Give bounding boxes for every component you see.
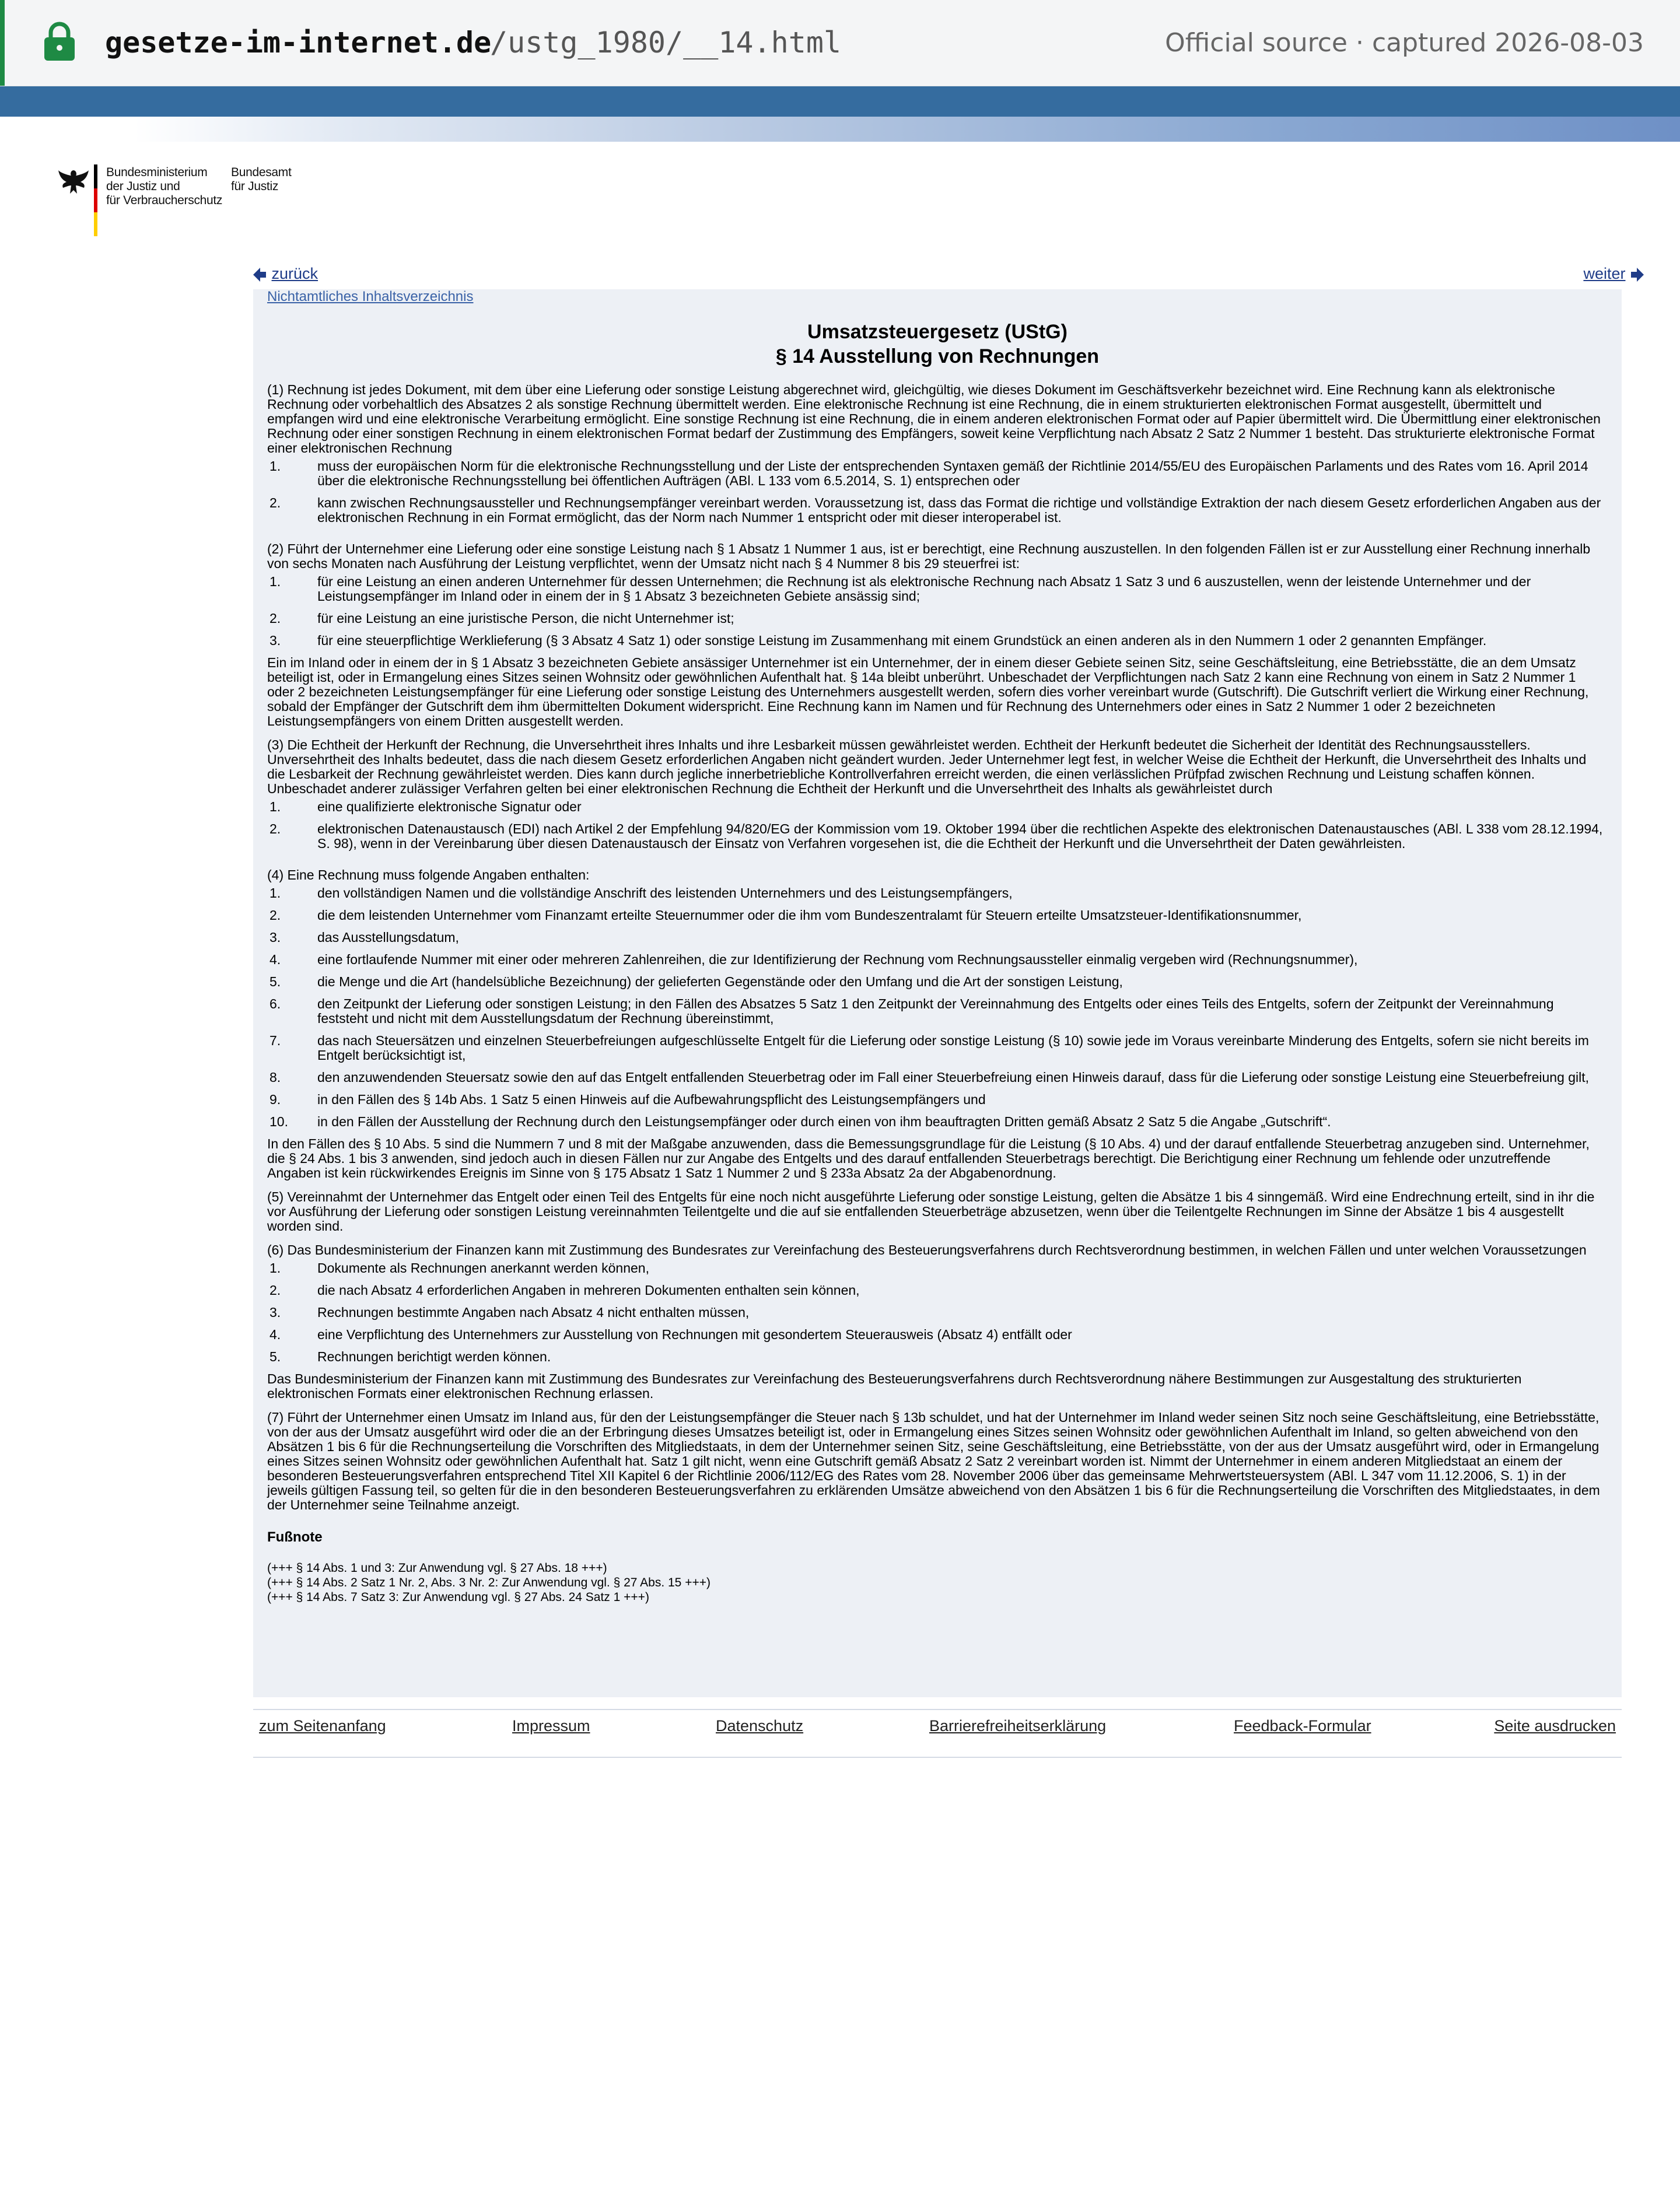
site-banner bbox=[0, 86, 1680, 117]
paragraph-3: (3) Die Echtheit der Herkunft der Rechnung, die Unversehrtheit ihres Inhalts und ihre Lesbarkeit müssen gewährleistet werden. Echtheit der Herkunft bedeutet die Sicherheit der Identität des Rechnungsausstellers. Unversehrtheit des Inhalts bedeutet, dass die nach diesem Gesetz erforderlichen Angaben nicht geändert wurden. Jeder Unternehmer legt fest, in welcher Weise die Echtheit der Herkunft, die Unversehrtheit des Inhalts und die Lesbarkeit der Rechnung gewährleistet werden. Dies kann durch jegliche innerbetriebliche Kontrollverfahren erreicht werden, die einen verlässlichen Prüfpfad zwischen Rechnung und Leistung schaffen können. Unbeschadet anderer zulässiger Verfahren gelten bei einer elektronischen Rechnung die Echtheit der Herkunft und die Unversehrtheit des Inhalts als gewährleistet durch bbox=[267, 737, 1587, 796]
footer-privacy-link[interactable]: Datenschutz bbox=[716, 1717, 804, 1735]
list-item: 2. elektronischen Datenaustausch (EDI) nach Artikel 2 der Empfehlung 94/820/EG der Kommission vom 19. Oktober 1994 über die rechtlichen Aspekte des elektronischen Datenaustausches (ABl. L 338 vom 28.12.1994, S. 98), wenn in der Vereinbarung über diesen Datenaustausch der Einsatz von Verfahren vorgesehen ist, die die Echtheit der Herkunft und die Unversehrtheit der Daten gewährleisten. bbox=[270, 821, 1603, 851]
page-footer bbox=[253, 1709, 1622, 1758]
footnote-line: (+++ § 14 Abs. 2 Satz 1 Nr. 2, Abs. 3 Nr. 2: Zur Anwendung vgl. § 27 Abs. 15 +++) bbox=[267, 1576, 710, 1589]
list-item: 3. für eine steuerpflichtige Werklieferung (§ 3 Absatz 4 Satz 1) oder sonstige Leistung im Zusammenhang mit einem Grundstück an einen anderen als in den Nummern 1 oder 2 genannten Empfänger. bbox=[270, 633, 1487, 648]
federal-eagle-icon bbox=[58, 169, 89, 195]
ministry-name: Bundesministerium der Justiz und für Verbraucherschutz bbox=[106, 166, 223, 207]
law-title: Umsatzsteuergesetz (UStG) bbox=[807, 321, 1068, 343]
list-item: 2. für eine Leistung an eine juristische Person, die nicht Unternehmer ist; bbox=[270, 611, 734, 626]
paragraph-4: (4) Eine Rechnung muss folgende Angaben enthalten: bbox=[267, 867, 590, 882]
footer-top-link[interactable]: zum Seitenanfang bbox=[259, 1717, 386, 1735]
paragraph-5: (5) Vereinnahmt der Unternehmer das Entgelt oder einen Teil des Entgelts für eine noch nicht ausgeführte Lieferung oder sonstige Leistung, gelten die Absätze 1 bis 4 sinngemäß. Wird eine Endrechnung erteilt, sind in ihr die vor Ausführung der Lieferung oder sonstigen Leistung vereinnahmten Teilentgelte und die auf sie entfallenden Steuerbeträge abzusetzen, wenn über die Teilentgelte Rechnungen im Sinne der Absätze 1 bis 4 ausgestellt worden sind. bbox=[267, 1189, 1595, 1234]
footnote-line: (+++ § 14 Abs. 1 und 3: Zur Anwendung vgl. § 27 Abs. 18 +++) bbox=[267, 1561, 607, 1575]
list-item: 9. in den Fällen des § 14b Abs. 1 Satz 5 einen Hinweis auf die Aufbewahrungspflicht des Leistungsempfängers und bbox=[270, 1092, 986, 1107]
accent-strip bbox=[0, 0, 5, 86]
arrow-right-icon bbox=[1630, 267, 1644, 282]
section-title: § 14 Ausstellung von Rechnungen bbox=[775, 345, 1100, 367]
arrow-left-icon bbox=[253, 267, 267, 282]
list-item: 1. für eine Leistung an einen anderen Unternehmer für dessen Unternehmen; die Rechnung ist als elektronische Rechnung nach Absatz 1 Satz 3 und 6 auszustellen, wenn der leistende Unternehmer und der Leistungsempfänger im Inland oder in einem der in § 1 Absatz 3 bezeichneten Gebiete ansässig sind; bbox=[270, 574, 1531, 604]
footnote-line: (+++ § 14 Abs. 7 Satz 3: Zur Anwendung vgl. § 27 Abs. 24 Satz 1 +++) bbox=[267, 1591, 649, 1604]
lock-icon bbox=[42, 21, 77, 62]
next-link[interactable]: weiter bbox=[1583, 265, 1626, 282]
paragraph-2-tail: Ein im Inland oder in einem der in § 1 Absatz 3 bezeichneten Gebiete ansässiger Unternehmer ist ein Unternehmer, der in einem dieser Gebiete seinen Sitz, seine Geschäftsleitung, eine Betriebsstätte, die an dem Umsatz beteiligt ist, oder in Ermangelung eines Sitzes seinen Wohnsitz oder gewöhnlichen Aufenthalt hat. § 14a bleibt unberührt. Unbeschadet der Verpflichtungen nach Satz 2 kann eine Rechnung von einem in Satz 2 Nummer 1 oder 2 bezeichneten Leistungsempfänger für eine Lieferung oder sonstige Leistung des Unternehmers ausgestellt werden, sofern dies vorher vereinbart wurde (Gutschrift). Die Gutschrift verliert die Wirkung einer Rechnung, sobald der Empfänger der Gutschrift dem ihm übermittelten Dokument widerspricht. Eine Rechnung kann im Namen und für Rechnung des Unternehmers oder eines in Satz 2 Nummer 1 oder 2 bezeichneten Leistungsempfängers von einem Dritten ausgestellt werden. bbox=[267, 655, 1589, 728]
paragraph-1-list bbox=[267, 459, 1603, 525]
paragraph-2-list bbox=[267, 574, 1603, 648]
list-item: 1. den vollständigen Namen und die vollständige Anschrift des leistenden Unternehmers und des Leistungsempfängers, bbox=[270, 885, 1013, 901]
nav-next[interactable] bbox=[1583, 265, 1644, 283]
office-name: Bundesamt für Justiz bbox=[231, 166, 292, 193]
footer-accessibility-link[interactable]: Barrierefreiheitserklärung bbox=[929, 1717, 1107, 1735]
flag-stripe bbox=[94, 164, 97, 237]
capture-domain: gesetze-im-internet.de bbox=[105, 26, 492, 59]
list-item: 1. muss der europäischen Norm für die elektronische Rechnungsstellung und der Liste der entsprechenden Syntaxen gemäß der Richtlinie 2014/55/EU des Europäischen Parlaments und des Rates vom 16. April 2014 über die elektronische Rechnungsstellung bei öffentlichen Aufträgen (ABl. L 133 vom 6.5.2014, S. 1) entsprechen oder bbox=[270, 458, 1588, 488]
paragraph-4-tail: In den Fällen des § 10 Abs. 5 sind die Nummern 7 und 8 mit der Maßgabe anzuwenden, dass die Bemessungsgrundlage für die Leistung (§ 10 Abs. 4) und der darauf entfallende Steuerbetrag anzugeben sind. Unternehmer, die § 24 Abs. 1 bis 3 anwenden, sind jedoch auch in diesen Fällen nur zur Angabe des Entgelts und des darauf entfallenden Steuerbetrags berechtigt. Die Berichtigung einer Rechnung um fehlende oder unzutreffende Angaben ist kein rückwirkendes Ereignis im Sinne von § 175 Absatz 1 Satz 1 Nummer 2 und § 233a Absatz 2a der Abgabenordnung. bbox=[267, 1136, 1590, 1180]
paragraph-3-list bbox=[267, 800, 1603, 851]
list-item: 1. Dokumente als Rechnungen anerkannt werden können, bbox=[270, 1260, 649, 1276]
list-item: 3. das Ausstellungsdatum, bbox=[270, 930, 459, 945]
back-link[interactable]: zurück bbox=[271, 265, 318, 282]
paragraph-6: (6) Das Bundesministerium der Finanzen kann mit Zustimmung des Bundesrates zur Vereinfachung des Besteuerungsverfahrens durch Rechtsverordnung bestimmen, in welchen Fällen und unter welchen Voraussetzungen bbox=[267, 1242, 1587, 1257]
list-item: 1. eine qualifizierte elektronische Signatur oder bbox=[270, 799, 582, 814]
paragraph-4-list bbox=[267, 886, 1603, 1129]
paragraph-7: (7) Führt der Unternehmer einen Umsatz im Inland aus, für den der Leistungsempfänger die Steuer nach § 13b schuldet, und hat der Unternehmer im Inland weder seinen Sitz noch seine Geschäftsleitung, eine Betriebsstätte, von der aus der Umsatz ausgeführt wird oder die an der Erbringung dieses Umsatzes beteiligt ist, oder in Ermangelung eines Sitzes seinen Wohnsitz oder gewöhnlichen Aufenthalt im Inland, so gelten abweichend von den Absätzen 1 bis 6 für die Rechnungserteilung die Vorschriften des Mitgliedstaats, in dem der Unternehmer seinen Sitz, seine Geschäftsleitung, eine Betriebsstätte, von der aus der Umsatz ausgeführt wird, oder in Ermangelung eines Sitzes seinen Wohnsitz oder gewöhnlichen Aufenthalt hat. Satz 1 gilt nicht, wenn eine Gutschrift gemäß Absatz 2 Satz 2 vereinbart worden ist. Nimmt der Unternehmer in einem anderen Mitgliedstaat an einem der besonderen Besteuerungsverfahren entsprechend Titel XII Kapitel 6 der Richtlinie 2006/112/EG des Rates vom 28. November 2006 über das gemeinsame Mehrwertsteuersystem (ABl. L 347 vom 11.12.2006, S. 1) in der jeweils gültigen Fassung teil, so gelten für die in den besonderen Besteuerungsverfahren zu erklärenden Umsätze abweichend von den Absätzen 1 bis 6 für die Rechnungserteilung die Vorschriften des Mitgliedstaates, in dem der Unternehmer seine Teilnahme anzeigt. bbox=[267, 1410, 1600, 1512]
footer-imprint-link[interactable]: Impressum bbox=[512, 1717, 590, 1735]
paragraph-2: (2) Führt der Unternehmer eine Lieferung oder eine sonstige Leistung nach § 1 Absatz 1 Nummer 1 aus, ist er berechtigt, eine Rechnung auszustellen. In den folgenden Fällen ist er zur Ausstellung einer Rechnung innerhalb von sechs Monaten nach Ausführung der Leistung verpflichtet, wenn der Umsatz nicht nach § 4 Nummer 8 bis 29 steuerfrei ist: bbox=[267, 541, 1591, 571]
list-item: 10. in den Fällen der Ausstellung der Rechnung durch den Leistungsempfänger oder durch einen von ihm beauftragten Dritten gemäß Absatz 2 Satz 5 die Angabe „Gutschrift“. bbox=[270, 1114, 1331, 1129]
toc-link[interactable]: Nichtamtliches Inhaltsverzeichnis bbox=[267, 289, 474, 304]
list-item: 8. den anzuwendenden Steuersatz sowie den auf das Entgelt entfallenden Steuerbetrag oder im Fall einer Steuerbefreiung einen Hinweis darauf, dass für die Lieferung oder sonstige Leistung eine Steuerbefreiung gilt, bbox=[270, 1070, 1590, 1085]
law-panel bbox=[253, 289, 1622, 1697]
list-item: 5. die Menge und die Art (handelsübliche Bezeichnung) der gelieferten Gegenstände oder den Umfang und die Art der sonstigen Leistung, bbox=[270, 974, 1123, 989]
list-item: 5. Rechnungen berichtigt werden können. bbox=[270, 1349, 551, 1364]
capture-path: /ustg_1980/__14.html bbox=[490, 26, 842, 59]
law-heading bbox=[253, 320, 1622, 369]
list-item: 2. die nach Absatz 4 erforderlichen Angaben in mehreren Dokumenten enthalten sein können, bbox=[270, 1283, 860, 1298]
capture-bar bbox=[0, 0, 1680, 86]
law-text bbox=[267, 383, 1603, 1605]
nav-previous[interactable] bbox=[253, 265, 318, 283]
paragraph-6-tail: Das Bundesministerium der Finanzen kann mit Zustimmung des Bundesrates zur Vereinfachung des Besteuerungsverfahrens durch Rechtsverordnung nähere Bestimmungen zur Ausgestaltung des strukturierten elektronischen Formats einer elektronischen Rechnung erlassen. bbox=[267, 1371, 1522, 1401]
capture-meta: Official source · captured 2026-08-03 bbox=[1165, 28, 1644, 58]
list-item: 4. eine fortlaufende Nummer mit einer oder mehreren Zahlenreihen, die zur Identifizierung der Rechnung vom Rechnungsaussteller einmalig vergeben wird (Rechnungsnummer), bbox=[270, 952, 1358, 967]
list-item: 2. die dem leistenden Unternehmer vom Finanzamt erteilte Steuernummer oder die ihm vom Bundeszentralamt für Steuern erteilte Umsatzsteuer-Identifikationsnummer, bbox=[270, 908, 1302, 923]
list-item: 3. Rechnungen bestimmte Angaben nach Absatz 4 nicht enthalten müssen, bbox=[270, 1305, 750, 1320]
list-item: 6. den Zeitpunkt der Lieferung oder sonstigen Leistung; in den Fällen des Absatzes 5 Satz 1 den Zeitpunkt der Vereinnahmung des Entgelts oder eines Teils des Entgelts, sofern der Zeitpunkt der Vereinnahmung feststeht und nicht mit dem Ausstellungsdatum der Rechnung übereinstimmt, bbox=[270, 996, 1554, 1026]
list-item: 7. das nach Steuersätzen und einzelnen Steuerbefreiungen aufgeschlüsselte Entgelt für die Lieferung oder sonstige Leistung (§ 10) sowie jede im Voraus vereinbarte Minderung des Entgelts, sofern sie nicht bereits im Entgelt berücksichtigt ist, bbox=[270, 1033, 1589, 1063]
ministry-logo[interactable] bbox=[58, 164, 303, 240]
footer-feedback-link[interactable]: Feedback-Formular bbox=[1234, 1717, 1371, 1735]
footnote-title: Fußnote bbox=[267, 1529, 323, 1545]
footer-print-link[interactable]: Seite ausdrucken bbox=[1494, 1717, 1616, 1735]
list-item: 4. eine Verpflichtung des Unternehmers zur Ausstellung von Rechnungen mit gesondertem Steuerausweis (Absatz 4) entfällt oder bbox=[270, 1327, 1072, 1342]
paragraph-6-list bbox=[267, 1261, 1603, 1364]
paragraph-1: (1) Rechnung ist jedes Dokument, mit dem über eine Lieferung oder sonstige Leistung abgerechnet wird, gleichgültig, wie dieses Dokument im Geschäftsverkehr bezeichnet wird. Eine Rechnung kann als elektronische Rechnung oder vorbehaltlich des Absatzes 2 als sonstige Rechnung übermittelt werden. Eine elektronische Rechnung ist eine Rechnung, die in einem strukturierten elektronischen Format ausgestellt, übermittelt und empfangen wird und eine elektronische Verarbeitung ermöglicht. Eine sonstige Rechnung ist eine Rechnung, die in einem anderen elektronischen Format oder auf Papier übermittelt wird. Die Übermittlung einer elektronischen Rechnung oder einer sonstigen Rechnung in einem elektronischen Format bedarf der Zustimmung des Empfängers, soweit keine Verpflichtung nach Absatz 2 Satz 2 Nummer 1 besteht. Das strukturierte elektronische Format einer elektronischen Rechnung bbox=[267, 382, 1601, 456]
banner-gradient bbox=[0, 117, 1680, 142]
list-item: 2. kann zwischen Rechnungsaussteller und Rechnungsempfänger vereinbart werden. Voraussetzung ist, dass das Format die richtige und vollständige Extraktion der nach diesem Gesetz erforderlichen Angaben aus der elektronischen Rechnung in ein Format ermöglicht, das der Norm nach Nummer 1 entspricht oder mit dieser interoperabel ist. bbox=[270, 495, 1601, 525]
